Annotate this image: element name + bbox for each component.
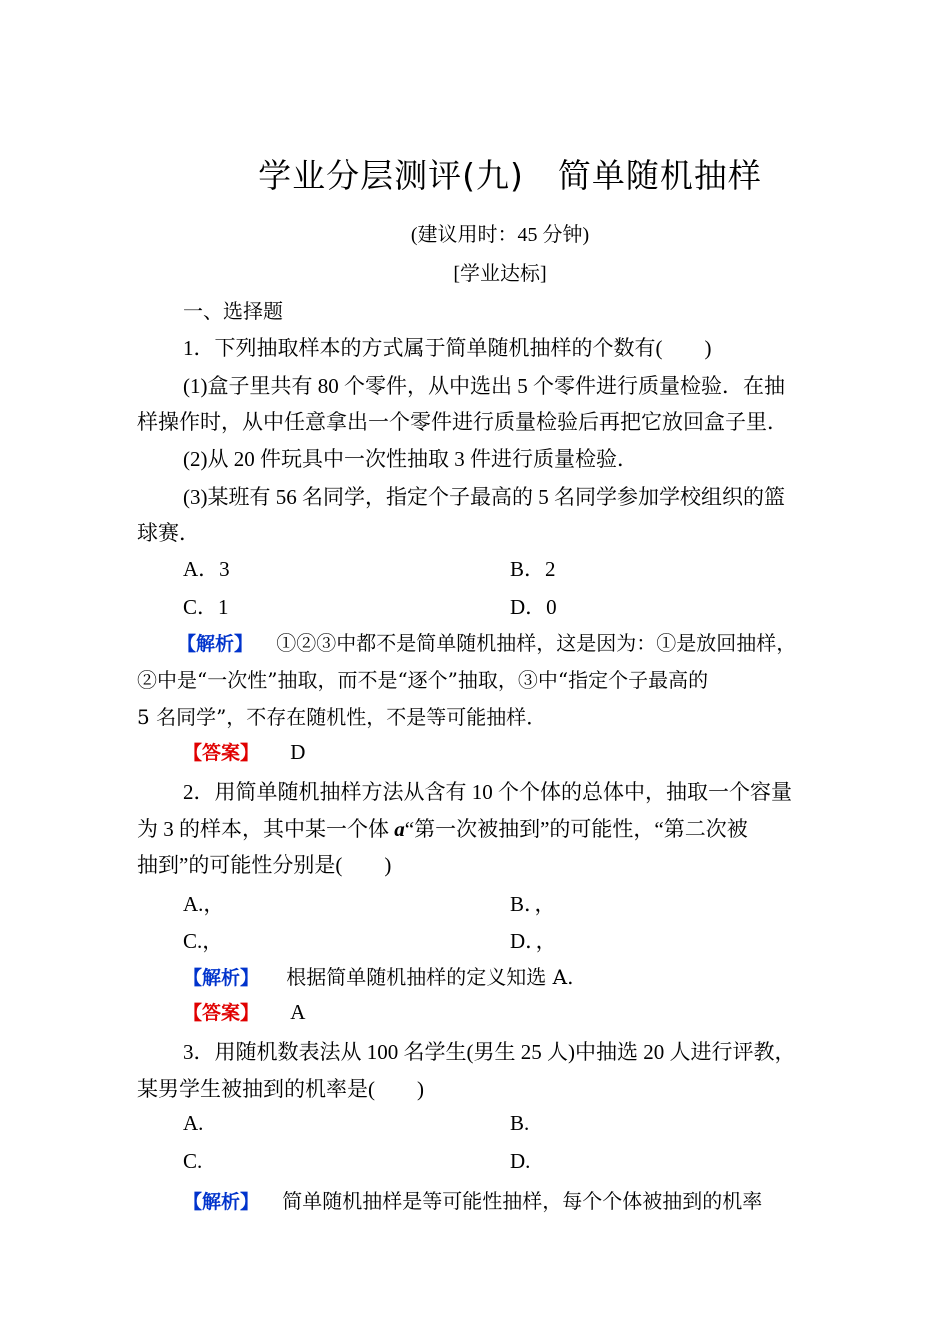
page-title: 学业分层测评(九) 简单随机抽样 (258, 156, 762, 195)
analysis-label: 【解析】 (183, 967, 260, 989)
analysis-label: 【解析】 (183, 1191, 260, 1213)
q2-stem-line3: 抽到”的可能性分别是( ) (137, 853, 392, 877)
answer-label: 【答案】 (183, 742, 260, 764)
q3-analysis (183, 1185, 762, 1214)
q2-option-c: C.， (183, 929, 224, 953)
q3-option-b: B. (510, 1111, 530, 1135)
q1-item3-line2: 球赛． (137, 521, 200, 545)
q3-option-d: D. (510, 1149, 531, 1173)
time-suggestion: (建议用时：45 分钟) (410, 224, 590, 246)
q1-option-c: C．1 (183, 595, 229, 619)
q1-answer (183, 738, 305, 765)
q2-analysis-text: 根据简单随机抽样的定义知选 A. (286, 965, 574, 989)
q2-option-a: A.， (183, 892, 225, 916)
q2-stem-line2-start: 为 3 的样本，其中某一个体 (137, 817, 395, 841)
q3-stem-line2: 某男学生被抽到的机率是( ) (137, 1077, 424, 1101)
section-label: [学业达标] (453, 263, 547, 285)
q3-stem-line1: 3．用随机数表法从 100 名学生(男生 25 人)中抽选 20 人进行评教， (183, 1040, 796, 1064)
q1-analysis-text1: ①②③中都不是简单随机抽样，这是因为：①是放回抽样， (276, 631, 797, 655)
q1-item2: (2)从 20 件玩具中一次性抽取 3 件进行质量检验． (183, 447, 638, 471)
q2-answer (183, 998, 305, 1025)
q2-variable-a: a (394, 817, 405, 841)
q3-option-a: A. (183, 1111, 204, 1135)
q1-analysis-line3: 5 名同学”，不存在随机性，不是等可能抽样． (137, 705, 547, 729)
q1-item1-line2: 样操作时，从中任意拿出一个零件进行质量检验后再把它放回盒子里． (137, 410, 788, 434)
q1-analysis-line2: ②中是“一次性”抽取，而不是“逐个”抽取，③中“指定个子最高的 (137, 668, 709, 692)
q1-answer-value: D (290, 740, 306, 764)
answer-label: 【答案】 (183, 1002, 260, 1024)
q1-analysis-line1 (177, 627, 796, 656)
q2-stem-line2 (137, 813, 748, 843)
q2-stem-line1: 2．用简单随机抽样方法从含有 10 个个体的总体中，抽取一个容量 (183, 780, 792, 804)
q2-option-b: B．， (510, 892, 556, 916)
q1-stem: 1．下列抽取样本的方式属于简单随机抽样的个数有( ) (183, 336, 712, 360)
q3-option-c: C. (183, 1149, 203, 1173)
q1-item3-line1: (3)某班有 56 名同学，指定个子最高的 5 名同学参加学校组织的篮 (183, 485, 785, 509)
section-heading: 一、选择题 (183, 299, 283, 323)
analysis-label: 【解析】 (177, 633, 254, 655)
q1-option-d: D．0 (510, 595, 557, 619)
q1-item1-line1: (1)盒子里共有 80 个零件，从中选出 5 个零件进行质量检验．在抽 (183, 374, 785, 398)
q3-analysis-text: 简单随机抽样是等可能性抽样，每个个体被抽到的机率 (282, 1189, 763, 1213)
q2-analysis (183, 961, 573, 990)
q1-option-a: A．3 (183, 557, 230, 581)
q2-option-d: D．， (510, 929, 557, 953)
q2-answer-value: A (290, 1000, 306, 1024)
q1-option-b: B．2 (510, 557, 556, 581)
q2-stem-line2-end: “第一次被抽到”的可能性，“第二次被 (404, 817, 748, 841)
